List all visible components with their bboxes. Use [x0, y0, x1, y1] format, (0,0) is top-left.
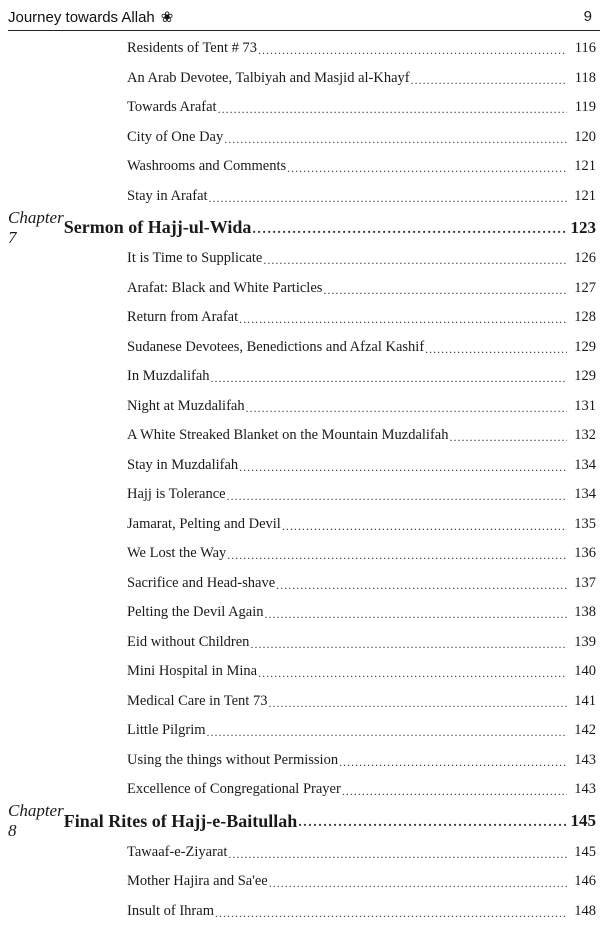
- toc-entry-row: [0, 716, 606, 746]
- toc-entry-title: Sermon of Hajj-ul-Wida: [63, 217, 252, 237]
- chapter-number: Chapter 7: [8, 207, 64, 247]
- toc-entry-title: Excellence of Congregational Prayer: [127, 781, 341, 798]
- toc-entry-title: Little Pilgrim: [127, 722, 206, 739]
- toc-page-number: 136: [574, 545, 596, 562]
- toc-entry-title: Return from Arafat: [127, 309, 239, 326]
- toc-entry-title: Stay in Muzdalifah: [127, 456, 239, 473]
- dot-leader: [298, 815, 567, 831]
- toc-page-number: 145: [574, 843, 596, 860]
- toc-entry-title: An Arab Devotee, Talbiyah and Masjid al-Khayf: [127, 69, 410, 86]
- toc-entry-title: Residents of Tent # 73: [127, 40, 258, 57]
- toc-entry-row: [0, 838, 606, 868]
- toc-entry-title: In Muzdalifah: [127, 368, 210, 385]
- toc-page-number: 116: [574, 40, 596, 57]
- dot-leader: [323, 283, 567, 298]
- toc-entry-row: [0, 451, 606, 481]
- toc-entry-row: [0, 182, 606, 212]
- toc-entry-row: [0, 867, 606, 897]
- dot-leader: [252, 222, 567, 238]
- running-title: [8, 8, 173, 26]
- toc-entry-row: [0, 274, 606, 304]
- toc-entry-title: We Lost the Way: [127, 545, 227, 562]
- dot-leader: [342, 784, 567, 799]
- dot-leader: [209, 191, 567, 206]
- toc-page-number: 142: [574, 722, 596, 739]
- toc-entry-title: Eid without Children: [127, 633, 250, 650]
- toc-entry-row: [0, 897, 606, 927]
- toc-entry-row: [0, 628, 606, 658]
- toc-entry-title: It is Time to Supplicate: [127, 250, 263, 267]
- toc-page-number: 121: [574, 187, 596, 204]
- dot-leader: [276, 578, 567, 593]
- toc-entry-title: Towards Arafat: [127, 99, 217, 116]
- dot-leader: [287, 161, 567, 176]
- dot-leader: [265, 607, 567, 622]
- dot-leader: [268, 696, 567, 711]
- toc-entry-title: Sacrifice and Head-shave: [127, 574, 276, 591]
- toc-entry-title: Washrooms and Comments: [127, 158, 287, 175]
- page-number: 9: [583, 8, 592, 25]
- dot-leader: [449, 430, 567, 445]
- toc-entry-row: [0, 64, 606, 94]
- dot-leader: [425, 342, 567, 357]
- dot-leader: [258, 43, 567, 58]
- toc-entry-row: [0, 510, 606, 540]
- toc-page-number: 143: [574, 781, 596, 798]
- toc-entry-title: Hajj is Tolerance: [127, 486, 226, 503]
- toc-page-number: 131: [574, 397, 596, 414]
- toc-entry-row: [0, 244, 606, 274]
- dot-leader: [227, 489, 567, 504]
- toc-entry-row: [0, 93, 606, 123]
- toc-entry-title: Jamarat, Pelting and Devil: [127, 515, 281, 532]
- dot-leader: [228, 847, 567, 862]
- toc-entry-row: [0, 657, 606, 687]
- toc-entry-row: [0, 362, 606, 392]
- toc-entry-row: [0, 152, 606, 182]
- toc-page-number: 135: [574, 515, 596, 532]
- toc-page-number: 145: [570, 811, 596, 830]
- toc-page-number: 146: [574, 873, 596, 890]
- toc-entry-row: [0, 746, 606, 776]
- toc-page-number: 120: [574, 128, 596, 145]
- toc-entry-row: [0, 303, 606, 333]
- toc-entry-row: [0, 687, 606, 717]
- toc-page-number: 132: [574, 427, 596, 444]
- toc-page-number: 118: [574, 69, 596, 86]
- running-title-text: Journey towards Allah: [8, 9, 155, 26]
- dot-leader: [269, 876, 567, 891]
- toc-page-number: 123: [570, 217, 596, 237]
- toc-entry-row: [0, 569, 606, 599]
- toc-page-number: 121: [574, 158, 596, 175]
- dot-leader: [227, 548, 567, 563]
- toc-entry-row: [0, 421, 606, 451]
- toc-page-number: 129: [574, 338, 596, 355]
- toc-entry-title: Pelting the Devil Again: [127, 604, 264, 621]
- dot-leader: [339, 755, 567, 770]
- toc-entry-title: Night at Muzdalifah: [127, 397, 245, 414]
- toc-page-number: 143: [574, 751, 596, 768]
- toc-page-number: 138: [574, 604, 596, 621]
- dot-leader: [239, 460, 567, 475]
- dot-leader: [224, 132, 567, 147]
- toc-entry-row: [0, 598, 606, 628]
- toc-entry-title: Mini Hospital in Mina: [127, 663, 258, 680]
- toc-chapter-row: [0, 801, 606, 840]
- dot-leader: [207, 725, 567, 740]
- toc-entry-title: Tawaaf-e-Ziyarat: [127, 843, 228, 860]
- ornament-icon: ❀: [160, 9, 174, 26]
- toc-page-number: 137: [574, 574, 596, 591]
- toc-page-number: 126: [574, 250, 596, 267]
- toc-page-number: 119: [574, 99, 596, 116]
- header-rule: [8, 30, 600, 31]
- toc-entry-title: Insult of Ihram: [127, 902, 214, 919]
- table-of-contents: [0, 34, 606, 926]
- toc-entry-title: Arafat: Black and White Particles: [127, 279, 323, 296]
- toc-entry-row: [0, 392, 606, 422]
- toc-page-number: 140: [574, 663, 596, 680]
- dot-leader: [282, 519, 567, 534]
- toc-entry-row: [0, 480, 606, 510]
- dot-leader: [215, 906, 567, 921]
- dot-leader: [239, 312, 567, 327]
- dot-leader: [258, 666, 567, 681]
- toc-page-number: 129: [574, 368, 596, 385]
- dot-leader: [263, 253, 567, 268]
- toc-page-number: 127: [574, 279, 596, 296]
- toc-page-number: 141: [574, 692, 596, 709]
- toc-entry-title: Sudanese Devotees, Benedictions and Afzal Kashif: [127, 338, 425, 355]
- toc-entry-row: [0, 539, 606, 569]
- toc-entry-row: [0, 333, 606, 363]
- toc-page-number: 134: [574, 456, 596, 473]
- dot-leader: [246, 401, 567, 416]
- toc-entry-row: [0, 775, 606, 805]
- dot-leader: [250, 637, 567, 652]
- page-header: [8, 6, 598, 32]
- toc-entry-title: Final Rites of Hajj-e-Baitullah: [63, 810, 298, 831]
- toc-entry-title: A White Streaked Blanket on the Mountain Muzdalifah: [127, 427, 449, 444]
- toc-entry-title: Mother Hajira and Sa'ee: [127, 873, 268, 890]
- dot-leader: [411, 73, 567, 88]
- toc-page-number: 134: [574, 486, 596, 503]
- toc-entry-row: [0, 34, 606, 64]
- toc-entry-title: Using the things without Permission: [127, 751, 339, 768]
- toc-entry-row: [0, 123, 606, 153]
- toc-entry-title: City of One Day: [127, 128, 224, 145]
- toc-entry-title: Medical Care in Tent 73: [127, 692, 268, 709]
- dot-leader: [211, 371, 567, 386]
- toc-page-number: 148: [574, 902, 596, 919]
- toc-page-number: 139: [574, 633, 596, 650]
- dot-leader: [218, 102, 567, 117]
- toc-chapter-row: [0, 207, 606, 247]
- toc-entry-title: Stay in Arafat: [127, 187, 208, 204]
- chapter-number: Chapter 8: [8, 801, 64, 840]
- toc-page-number: 128: [574, 309, 596, 326]
